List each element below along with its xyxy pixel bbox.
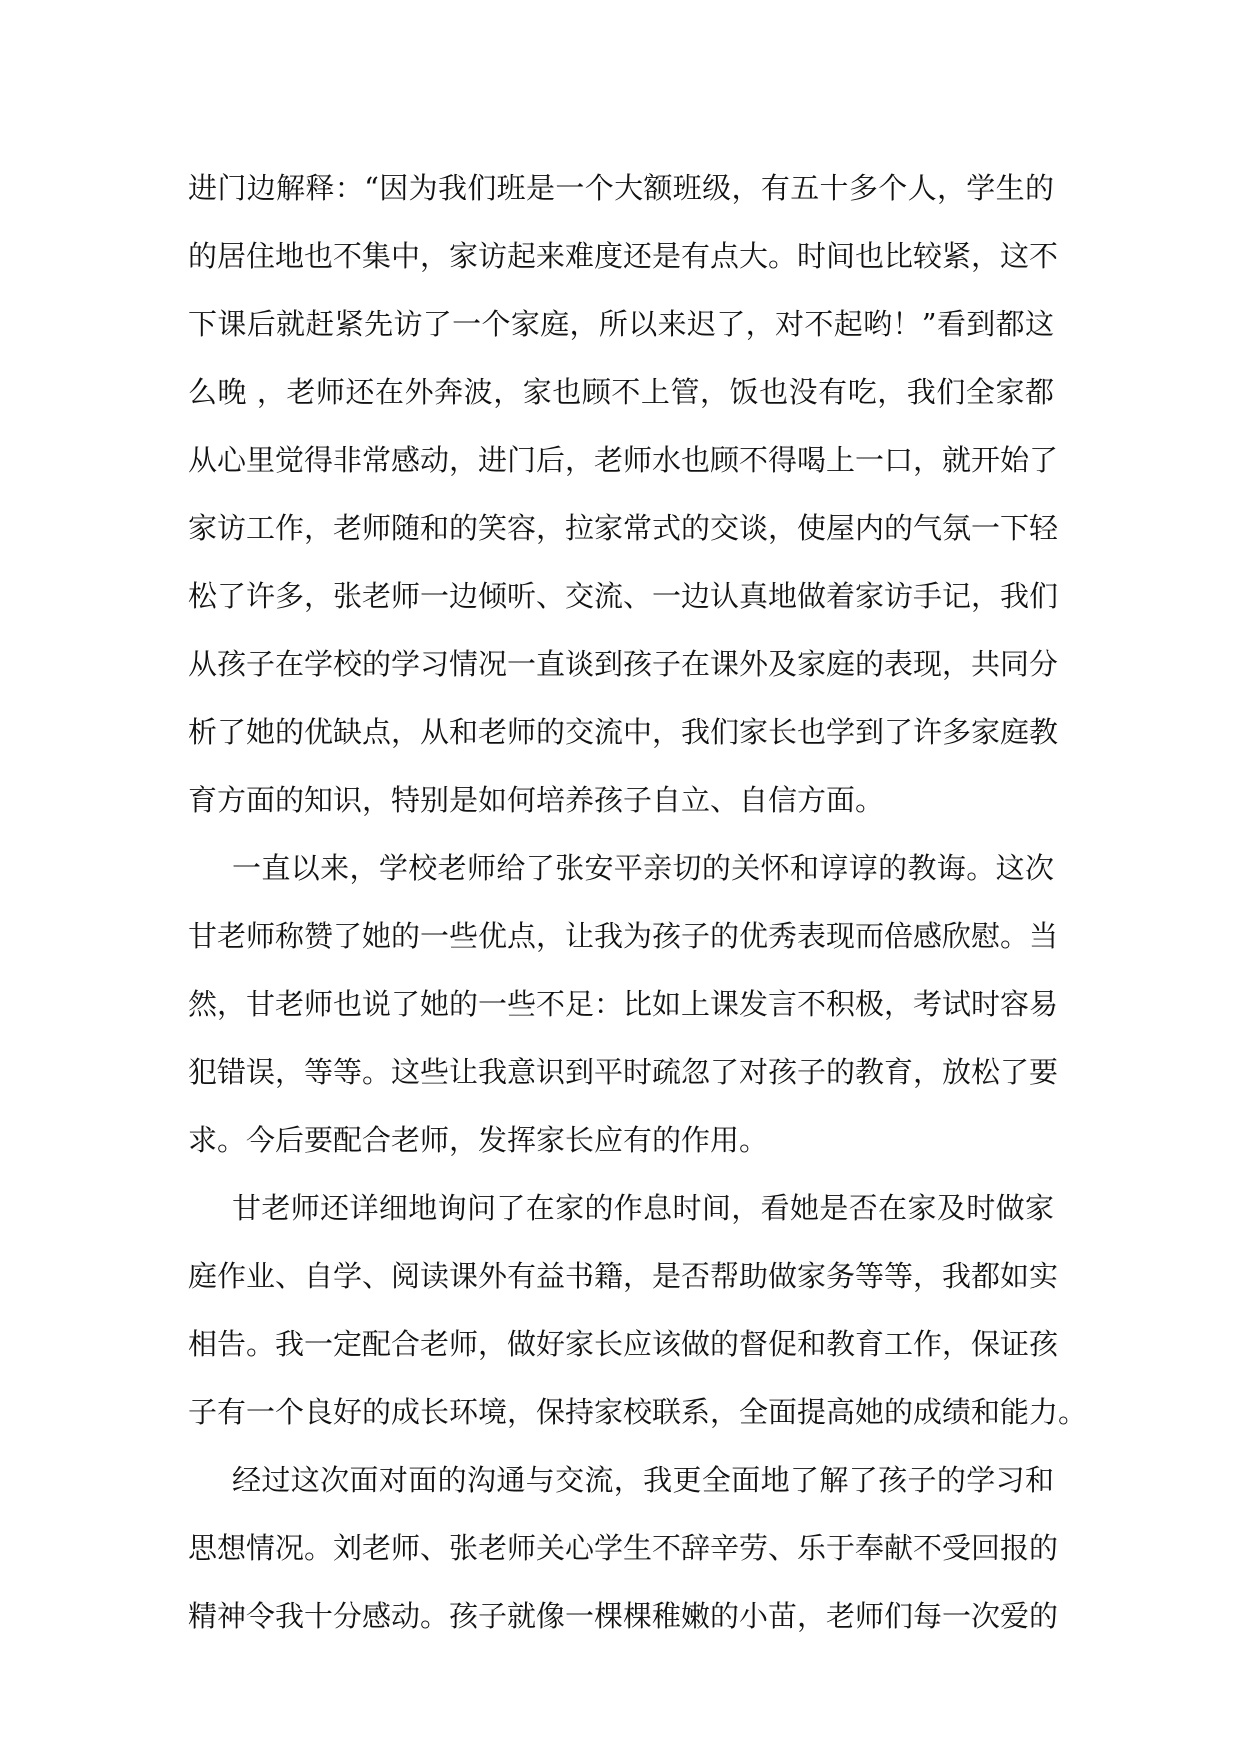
- text-line: 精神令我十分感动。孩子就像一棵棵稚嫩的小苗，老师们每一次爱的: [188, 1599, 1059, 1633]
- text-line: 甘老师称赞了她的一些优点，让我为孩子的优秀表现而倍感欣慰。当: [188, 919, 1059, 953]
- text-line: 思想情况。刘老师、张老师关心学生不辞辛劳、乐于奉献不受回报的: [188, 1531, 1059, 1565]
- document-body: [188, 154, 1088, 1650]
- text-line: 从孩子在学校的学习情况一直谈到孩子在课外及家庭的表现，共同分: [188, 647, 1059, 681]
- text-line: 求。今后要配合老师，发挥家长应有的作用。: [188, 1123, 769, 1157]
- paragraph: [188, 834, 1059, 1174]
- text-line: 子有一个良好的成长环境，保持家校联系，全面提高她的成绩和能力。: [188, 1395, 1088, 1429]
- text-line: 从心里觉得非常感动，进门后，老师水也顾不得喝上一口，就开始了: [188, 443, 1059, 477]
- text-line: 松了许多，张老师一边倾听、交流、一边认真地做着家访手记，我们: [188, 579, 1059, 613]
- text-line: 的居住地也不集中，家访起来难度还是有点大。时间也比较紧，这不: [188, 239, 1059, 273]
- text-line: 析了她的优缺点，从和老师的交流中，我们家长也学到了许多家庭教: [188, 715, 1059, 749]
- text-line: 一直以来，学校老师给了张安平亲切的关怀和谆谆的教诲。这次: [232, 851, 1054, 885]
- text-line: 经过这次面对面的沟通与交流，我更全面地了解了孩子的学习和: [232, 1463, 1054, 1497]
- text-line: 庭作业、自学、阅读课外有益书籍，是否帮助做家务等等，我都如实: [188, 1259, 1059, 1293]
- text-line: 家访工作，老师随和的笑容，拉家常式的交谈，使屋内的气氛一下轻: [188, 511, 1059, 545]
- text-line: 然，甘老师也说了她的一些不足：比如上课发言不积极，考试时容易: [188, 987, 1059, 1021]
- text-line: 下课后就赶紧先访了一个家庭，所以来迟了，对不起哟！”看到都这: [188, 307, 1054, 341]
- paragraph: [188, 154, 1059, 834]
- text-line: 么晚 ，老师还在外奔波，家也顾不上管，饭也没有吃，我们全家都: [188, 375, 1054, 409]
- text-line: 犯错误，等等。这些让我意识到平时疏忽了对孩子的教育，放松了要: [188, 1055, 1059, 1089]
- text-line: 进门边解释：“因为我们班是一个大额班级，有五十多个人，学生的: [188, 171, 1054, 205]
- text-line: 相告。我一定配合老师，做好家长应该做的督促和教育工作，保证孩: [188, 1327, 1059, 1361]
- text-line: 甘老师还详细地询问了在家的作息时间，看她是否在家及时做家: [232, 1191, 1054, 1225]
- paragraph: [188, 1174, 1088, 1446]
- text-line: 育方面的知识，特别是如何培养孩子自立、自信方面。: [188, 783, 885, 817]
- paragraph: [188, 1446, 1059, 1650]
